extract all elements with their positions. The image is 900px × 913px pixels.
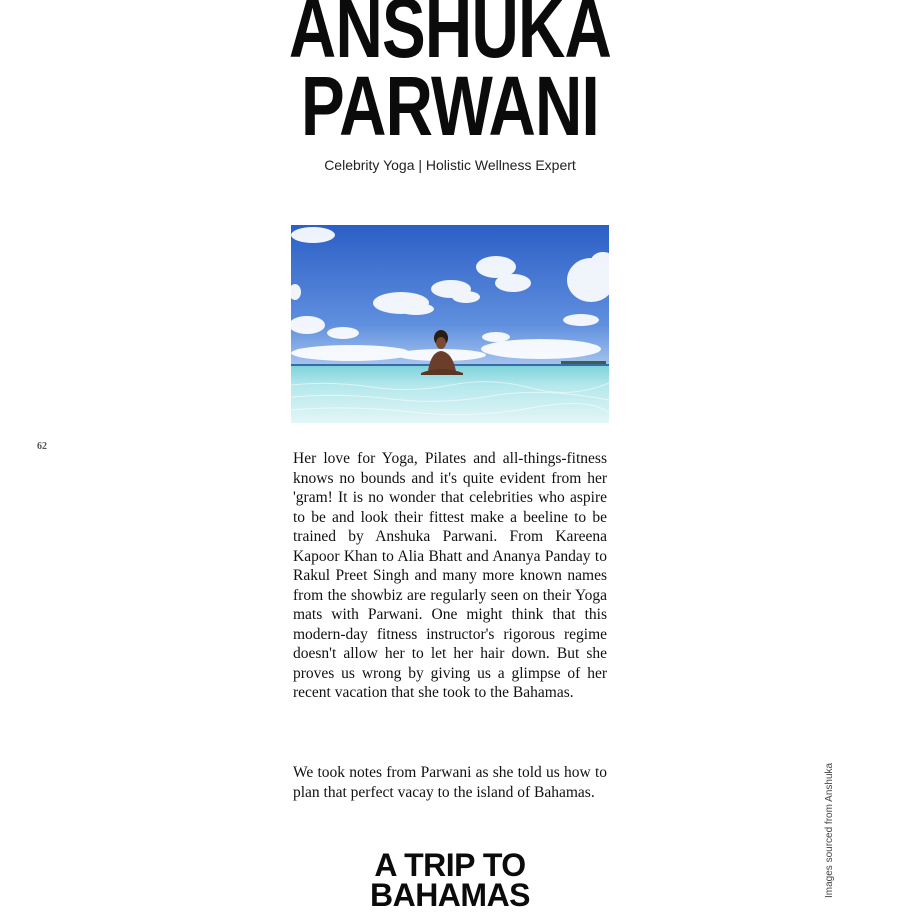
article-paragraph-2: We took notes from Parwani as she told us how to plan that perfect vacay to the island of Bahamas. [293,764,607,801]
island [561,361,606,364]
article-paragraph-1: Her love for Yoga, Pilates and all-things-fitness knows no bounds and it's quite evident from her 'gram! It is no wonder that celebrities who aspire to be and look their fittest make a beeline to be trained by Anshuka Parwani. From Kareena Kapoor Khan to Alia Bhatt and Ananya Panday to Rakul Preet Singh and many more known names from the showbiz are regularly seen on their Yoga mats with Parwani. One might think that this modern-day fitness instructor's rigorous regime doesn't allow her to let her hair down. But she proves us wrong by giving us a glimpse of her recent vacation that she took to the Bahamas. [293,450,607,701]
headline-first-name: ANSHUKA [288,0,612,75]
image-credit: Images sourced from Anshuka [824,762,835,898]
section-title-line2: BAHAMAS [369,877,531,913]
feature-photo [291,225,609,423]
section-title-line1: A TRIP TO [374,847,526,883]
headline-last-name: PARWANI [301,59,599,153]
page-number: 62 [37,441,47,452]
subtitle: Celebrity Yoga | Holistic Wellness Expert [324,157,576,173]
section-title [290,847,610,913]
